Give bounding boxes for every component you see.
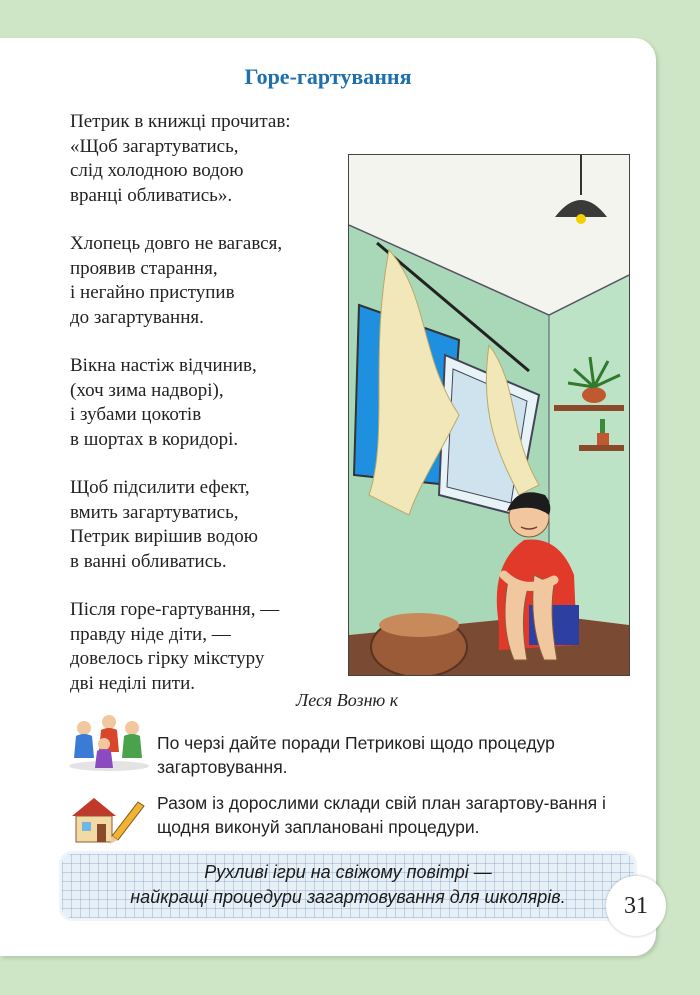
poem-line: (хоч зима надворі), xyxy=(70,379,224,401)
poem-line: Вікна настіж відчинив, xyxy=(70,355,257,376)
poem-line: в шортах в коридорі. xyxy=(70,428,239,450)
tip-banner xyxy=(62,854,634,918)
poem-line: в ванні обливатись. xyxy=(70,550,227,572)
task-text: Разом із дорослими склади свій план загартову-вання і щодня виконуй заплановані процедури. xyxy=(157,793,606,837)
poem-line: слід холодною водою xyxy=(70,160,244,181)
poem-line: до загартування. xyxy=(70,306,204,328)
poem-line: вранці обливатись». xyxy=(70,184,233,206)
stanza xyxy=(70,598,350,696)
poem-author: Леся Возню к xyxy=(296,690,399,710)
poem-line: і зубами цокотів xyxy=(70,404,202,425)
house-pencil-icon xyxy=(66,790,146,846)
banner-line: найкращі процедури загартовування для школярів. xyxy=(130,887,566,907)
illustration-cold-boy xyxy=(348,154,630,676)
poem-body xyxy=(70,110,350,720)
poem-line: «Щоб загартуватись, xyxy=(70,135,239,157)
poem-line: Щоб підсилити ефект, xyxy=(70,477,250,498)
stanza xyxy=(70,476,350,574)
stanza xyxy=(70,110,350,208)
banner-line: Рухливі ігри на свіжому повітрі — xyxy=(204,862,492,882)
poem-title: Горе-гартування xyxy=(244,64,412,89)
poem-line: проявив старання, xyxy=(70,257,218,279)
textbook-page xyxy=(0,38,656,956)
stanza xyxy=(70,354,350,452)
stanza xyxy=(70,232,350,330)
task-text: По черзі дайте поради Петрикові щодо процедур загартовування. xyxy=(157,733,555,777)
poem-line: дві неділі пити. xyxy=(70,672,196,694)
poem-line: вмить загартуватись, xyxy=(70,501,239,523)
poem-line: довелось гірку мікстуру xyxy=(70,648,265,669)
page-number: 31 xyxy=(606,876,666,936)
poem-line: Петрик в книжці прочитав: xyxy=(70,111,291,132)
poem-line: Після горе-гартування, — xyxy=(70,599,280,620)
poem-line: і негайно приступив xyxy=(70,282,235,303)
poem-line: Петрик вирішив водою xyxy=(70,526,258,547)
poem-line: правду ніде діти, — xyxy=(70,623,231,645)
poem-line: Хлопець довго не вагався, xyxy=(70,233,283,254)
children-group-icon xyxy=(64,710,154,772)
